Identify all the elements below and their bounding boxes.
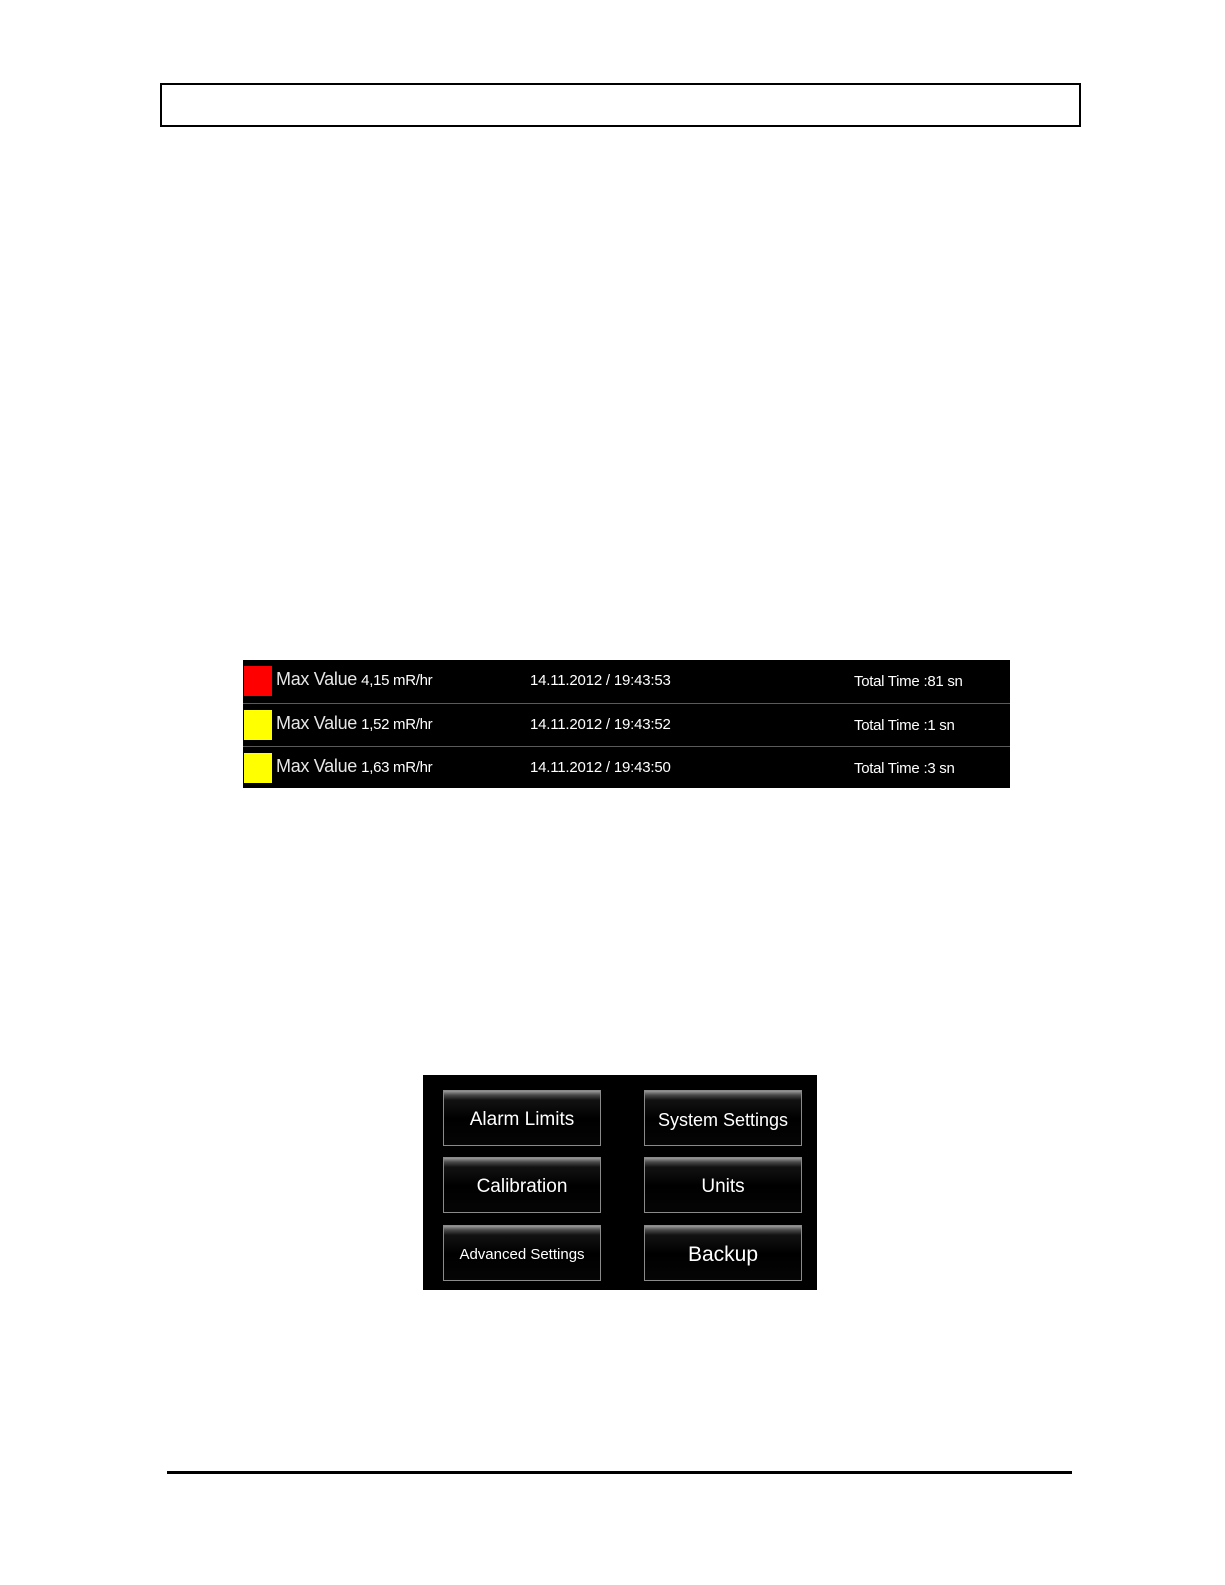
alarm-timestamp: 14.11.2012 / 19:43:53 (530, 672, 671, 689)
alarm-timestamp: 14.11.2012 / 19:43:52 (530, 716, 671, 733)
max-value-reading: 4,15 mR/hr (361, 672, 433, 689)
alarm-timestamp: 14.11.2012 / 19:43:50 (530, 759, 671, 776)
max-value (276, 756, 432, 777)
total-time (854, 673, 963, 691)
max-value-label: Max Value (276, 669, 358, 689)
max-value-label: Max Value (276, 713, 358, 733)
system-settings-button[interactable]: System Settings (644, 1090, 802, 1146)
total-time-value: :1 sn (923, 717, 955, 734)
alarm-log-row[interactable] (243, 660, 1010, 702)
alarm-log-row[interactable] (243, 703, 1010, 746)
backup-button[interactable]: Backup (644, 1225, 802, 1281)
max-value-reading: 1,63 mR/hr (361, 759, 433, 776)
footer-rule (167, 1471, 1072, 1474)
severity-indicator (244, 753, 272, 783)
max-value-label: Max Value (276, 756, 358, 776)
total-time-label: Total Time (854, 673, 920, 690)
units-button[interactable]: Units (644, 1157, 802, 1213)
severity-indicator (244, 710, 272, 740)
calibration-button[interactable]: Calibration (443, 1157, 601, 1213)
advanced-settings-button[interactable]: Advanced Settings (443, 1225, 601, 1281)
total-time-value: :3 sn (923, 760, 955, 777)
max-value-reading: 1,52 mR/hr (361, 716, 433, 733)
severity-indicator (244, 666, 272, 696)
total-time-value: :81 sn (923, 673, 963, 690)
total-time (854, 717, 955, 735)
total-time-label: Total Time (854, 717, 920, 734)
alarm-log-row[interactable] (243, 746, 1010, 789)
max-value (276, 713, 432, 734)
total-time (854, 760, 955, 778)
alarm-limits-button[interactable]: Alarm Limits (443, 1090, 601, 1146)
settings-menu-panel (423, 1075, 817, 1290)
header-box (160, 83, 1081, 127)
alarm-log-panel (243, 660, 1010, 788)
total-time-label: Total Time (854, 760, 920, 777)
max-value (276, 669, 432, 690)
